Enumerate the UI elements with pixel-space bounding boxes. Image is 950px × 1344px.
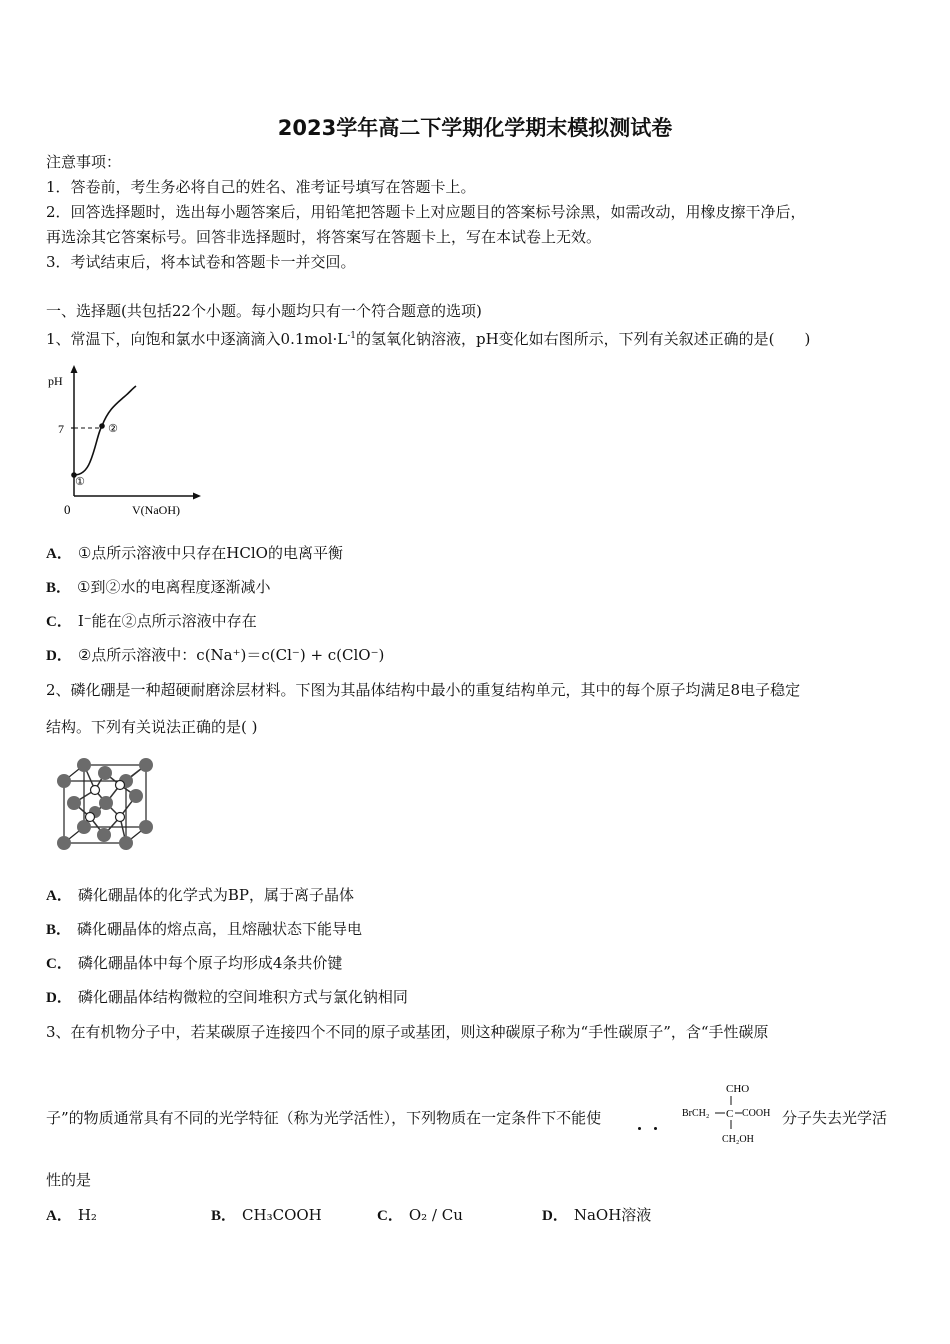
point-1-label: ① bbox=[75, 475, 85, 488]
chiral-molecule-formula bbox=[680, 1076, 780, 1148]
option-letter: C． bbox=[46, 956, 72, 972]
ph-titration-graph bbox=[44, 362, 204, 522]
notice-item-2: 2．回答选择题时，选出每小题答案后，用铅笔把答题卡上对应题目的答案标号涂黑，如需改动，用橡皮擦干净后， bbox=[46, 203, 806, 221]
phosphorus-atoms bbox=[57, 758, 153, 850]
group-ch2oh: CH₂OH bbox=[722, 1134, 754, 1145]
question-2-option-b bbox=[46, 919, 362, 940]
question-2-stem-line1: 2、磷化硼是一种超硬耐磨涂层材料。下图为其晶体结构中最小的重复结构单元，其中的每个原子均满足8电子稳定 bbox=[46, 681, 801, 699]
question-3-option-d bbox=[542, 1205, 651, 1226]
option-letter: A． bbox=[46, 1208, 72, 1224]
option-letter: C． bbox=[377, 1208, 403, 1224]
option-text: 磷化硼晶体的化学式为BP，属于离子晶体 bbox=[77, 886, 354, 904]
option-text: ①点所示溶液中只存在HClO的电离平衡 bbox=[77, 544, 343, 562]
emphasis-dot bbox=[638, 1127, 641, 1130]
option-text: O₂ / Cu bbox=[408, 1206, 463, 1224]
question-2-option-d bbox=[46, 987, 408, 1008]
option-letter: D． bbox=[542, 1208, 568, 1224]
group-cooh: COOH bbox=[742, 1108, 771, 1119]
question-1-stem bbox=[46, 326, 810, 349]
question-3-stem-line1: 3、在有机物分子中，若某碳原子连接四个不同的原子或基团，则这种碳原子称为“手性碳原子”，含“手性碳原 bbox=[46, 1023, 769, 1041]
y-axis-label: pH bbox=[48, 374, 63, 388]
option-text: 磷化硼晶体的熔点高，且熔融状态下能导电 bbox=[77, 920, 363, 938]
y-tick-label: 7 bbox=[58, 422, 64, 436]
origin-label: 0 bbox=[64, 502, 71, 517]
question-1-option-b bbox=[46, 577, 270, 598]
question-3-option-a bbox=[46, 1205, 97, 1226]
question-3-stem-line2-part2: 分子失去光学活 bbox=[782, 1109, 888, 1127]
boron-phosphide-crystal-diagram bbox=[50, 755, 160, 860]
option-letter: A． bbox=[46, 888, 72, 904]
question-2-option-a bbox=[46, 885, 354, 906]
option-text: ②点所示溶液中：c(Na⁺)＝c(Cl⁻) + c(ClO⁻) bbox=[77, 646, 385, 664]
x-axis-arrow bbox=[193, 493, 201, 500]
y-axis-arrow bbox=[71, 365, 78, 373]
notice-heading: 注意事项： bbox=[46, 153, 122, 171]
option-text: 磷化硼晶体中每个原子均形成4条共价键 bbox=[77, 954, 343, 972]
page-title: 2023学年高二下学期化学期末模拟测试卷 bbox=[277, 116, 673, 140]
point-2-label: ② bbox=[108, 422, 118, 435]
question-1-option-a bbox=[46, 543, 343, 564]
option-text: NaOH溶液 bbox=[573, 1206, 652, 1224]
emphasis-dot bbox=[654, 1127, 657, 1130]
question-1-option-c bbox=[46, 611, 257, 632]
question-1-stem-sup: -1 bbox=[347, 331, 356, 341]
question-3-option-b bbox=[211, 1205, 322, 1226]
option-text: CH₃COOH bbox=[242, 1206, 322, 1224]
option-letter: D． bbox=[46, 990, 72, 1006]
notice-item-1: 1．答卷前，考生务必将自己的姓名、准考证号填写在答题卡上。 bbox=[46, 178, 476, 196]
option-letter: D． bbox=[46, 648, 72, 664]
question-3-stem-line2-part1: 子”的物质通常具有不同的光学特征（称为光学活性），下列物质在一定条件下不能使 bbox=[46, 1109, 602, 1127]
option-letter: C． bbox=[46, 614, 72, 630]
x-axis-label: V(NaOH) bbox=[132, 503, 180, 517]
question-1-stem-part2: 的氢氧化钠溶液，pH变化如右图所示，下列有关叙述正确的是( ) bbox=[355, 330, 811, 348]
central-carbon: C bbox=[726, 1108, 734, 1120]
notice-item-3: 3．考试结束后，将本试卷和答题卡一并交回。 bbox=[46, 253, 356, 271]
question-1-stem-part1: 1、常温下，向饱和氯水中逐滴滴入0.1mol·L bbox=[46, 330, 348, 348]
question-1-option-d bbox=[46, 645, 384, 666]
question-3-option-c bbox=[377, 1205, 463, 1226]
question-2-option-c bbox=[46, 953, 342, 974]
option-letter: B． bbox=[211, 1208, 237, 1224]
section-heading: 一、选择题(共包括22个小题。每小题均只有一个符合题意的选项) bbox=[46, 302, 482, 320]
group-brch2: BrCH₂ bbox=[682, 1108, 710, 1119]
option-text: I⁻能在②点所示溶液中存在 bbox=[77, 612, 257, 630]
option-text: 磷化硼晶体结构微粒的空间堆积方式与氯化钠相同 bbox=[77, 988, 408, 1006]
notice-item-2-cont: 再选涂其它答案标号。回答非选择题时，将答案写在答题卡上，写在本试卷上无效。 bbox=[46, 228, 602, 246]
option-letter: B． bbox=[46, 922, 72, 938]
question-2-stem-line2: 结构。下列有关说法正确的是( ) bbox=[46, 718, 258, 736]
option-text: ①到②水的电离程度逐渐减小 bbox=[77, 578, 271, 596]
option-letter: A． bbox=[46, 546, 72, 562]
option-text: H₂ bbox=[77, 1206, 97, 1224]
ph-curve bbox=[74, 386, 136, 475]
point-2-marker bbox=[99, 423, 105, 429]
question-3-stem-line3: 性的是 bbox=[46, 1171, 92, 1189]
option-letter: B． bbox=[46, 580, 72, 596]
group-cho: CHO bbox=[726, 1083, 750, 1095]
